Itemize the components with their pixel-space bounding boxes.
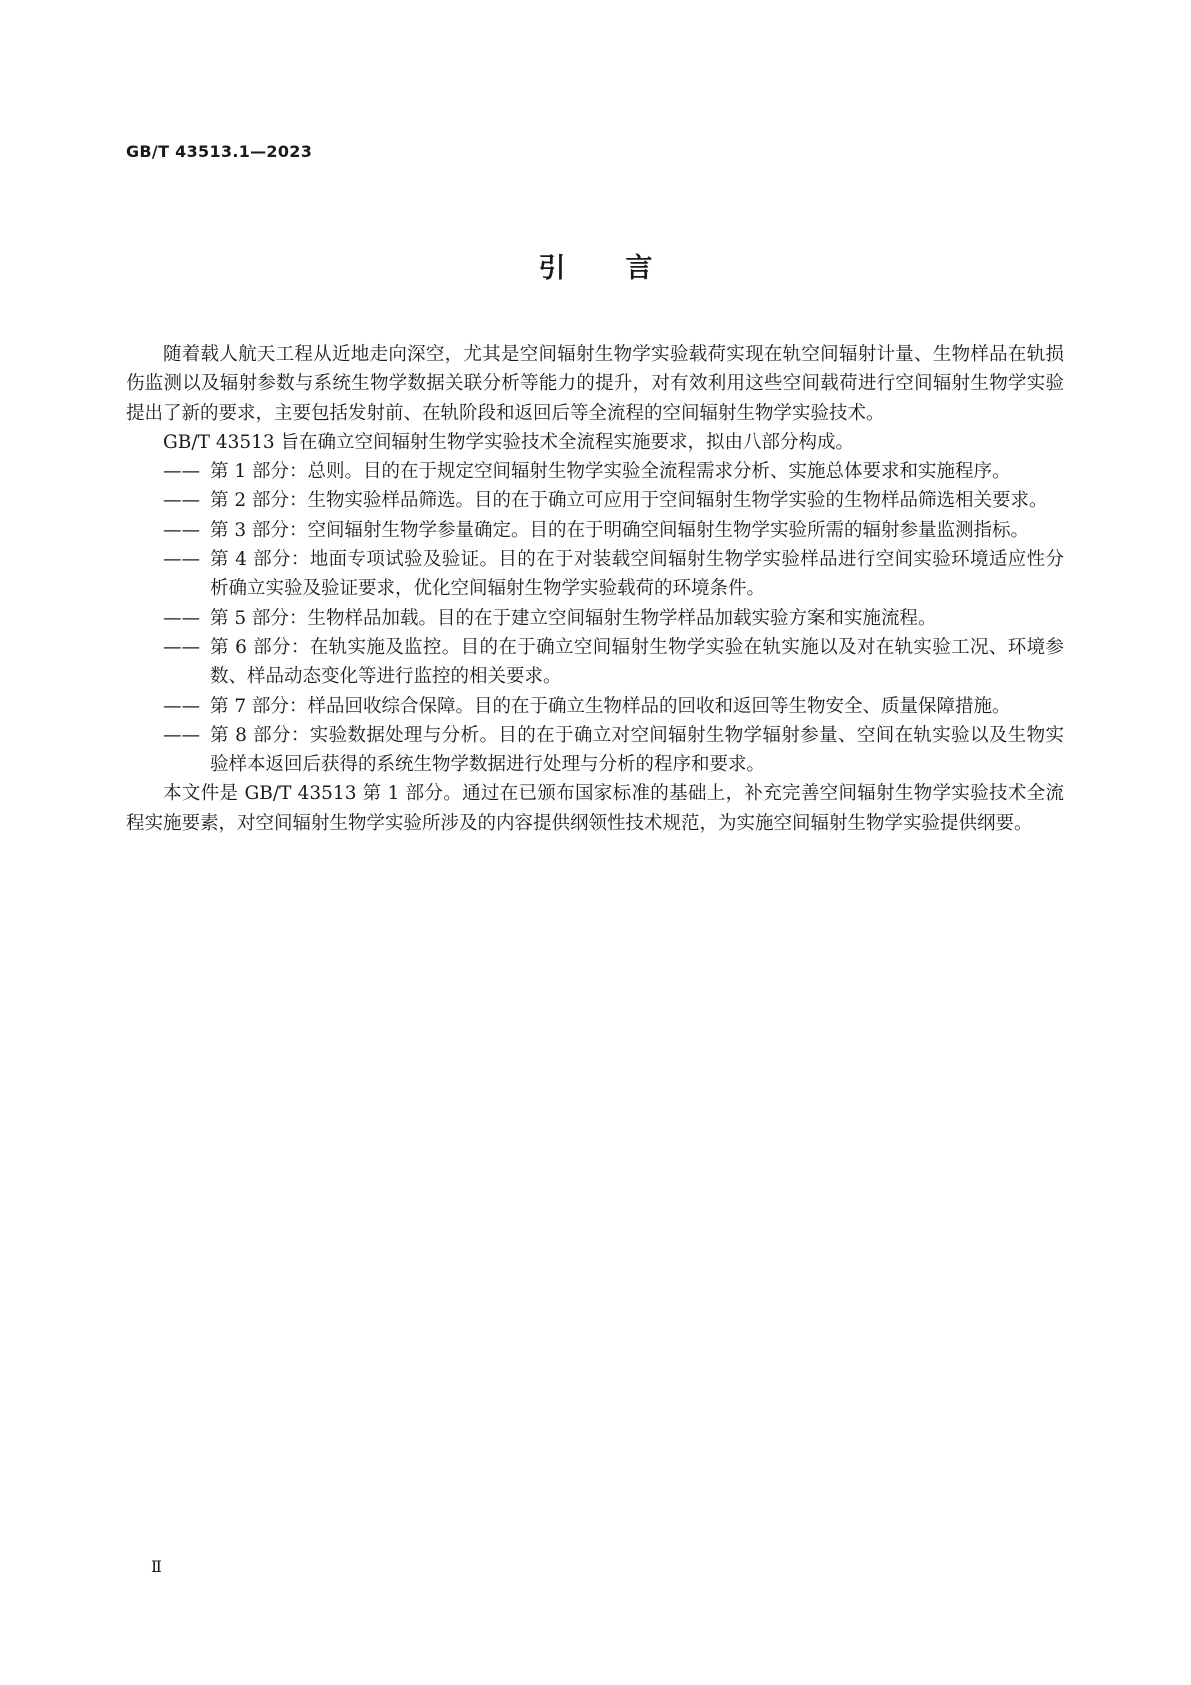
part-text: 第 5 部分：生物样品加载。目的在于建立空间辐射生物学样品加载实验方案和实施流程。: [210, 607, 937, 629]
closing-paragraph: 本文件是 GB/T 43513 第 1 部分。通过在已颁布国家标准的基础上，补充完善空间辐射生物学实验技术全流程实施要素，对空间辐射生物学实验所涉及的内容提供纲领性技术规范，为实施空间辐射生物学实验提供纲要。: [126, 783, 1064, 834]
intro-paragraph: 随着载人航天工程从近地走向深空，尤其是空间辐射生物学实验载荷实现在轨空间辐射计量、生物样品在轨损伤监测以及辐射参数与系统生物学数据关联分析等能力的提升，对有效利用这些空间载荷进行空间辐射生物学实验提出了新的要求，主要包括发射前、在轨阶段和返回后等全流程的空间辐射生物学实验技术。: [126, 344, 1064, 424]
part-text: 第 8 部分：实验数据处理与分析。目的在于确立对空间辐射生物学辐射参量、空间在轨实验以及生物实验样本返回后获得的系统生物学数据进行处理与分析的程序和要求。: [210, 724, 1064, 776]
dash-mark: ——: [163, 549, 200, 571]
list-item: [126, 692, 1064, 721]
dash-mark: ——: [163, 695, 200, 717]
dash-mark: ——: [163, 519, 200, 541]
parts-list: [126, 457, 1064, 779]
list-item: [126, 633, 1064, 692]
list-item: [126, 545, 1064, 604]
page-title: 引言: [538, 253, 713, 284]
dash-mark: ——: [163, 461, 200, 483]
dash-mark: ——: [163, 490, 200, 512]
list-item: [126, 721, 1064, 780]
part-text: 第 6 部分：在轨实施及监控。目的在于确立空间辐射生物学实验在轨实施以及对在轨实验工况、环境参数、样品动态变化等进行监控的相关要求。: [210, 636, 1064, 688]
part-text: 第 2 部分：生物实验样品筛选。目的在于确立可应用于空间辐射生物学实验的生物样品筛选相关要求。: [210, 490, 1048, 512]
document-body: [126, 340, 1064, 838]
part-text: 第 4 部分：地面专项试验及验证。目的在于对装载空间辐射生物学实验样品进行空间实验环境适应性分析确立实验及验证要求，优化空间辐射生物学实验载荷的环境条件。: [210, 549, 1064, 600]
dash-mark: ——: [163, 607, 200, 629]
list-item: [126, 604, 1064, 633]
part-text: 第 3 部分：空间辐射生物学参量确定。目的在于明确空间辐射生物学实验所需的辐射参量监测指标。: [210, 519, 1030, 541]
dash-mark: ——: [163, 724, 200, 746]
standard-code: GB/T 43513.1—2023: [126, 142, 313, 161]
page-number: Ⅱ: [151, 1557, 162, 1576]
list-item: [126, 457, 1064, 486]
list-item: [126, 486, 1064, 515]
part-text: 第 1 部分：总则。目的在于规定空间辐射生物学实验全流程需求分析、实施总体要求和实施程序。: [210, 461, 1011, 483]
list-item: [126, 516, 1064, 545]
dash-mark: ——: [163, 636, 200, 658]
intro-paragraph: GB/T 43513 旨在确立空间辐射生物学实验技术全流程实施要求，拟由八部分构成。: [163, 431, 855, 453]
part-text: 第 7 部分：样品回收综合保障。目的在于确立生物样品的回收和返回等生物安全、质量保障措施。: [210, 695, 1011, 717]
